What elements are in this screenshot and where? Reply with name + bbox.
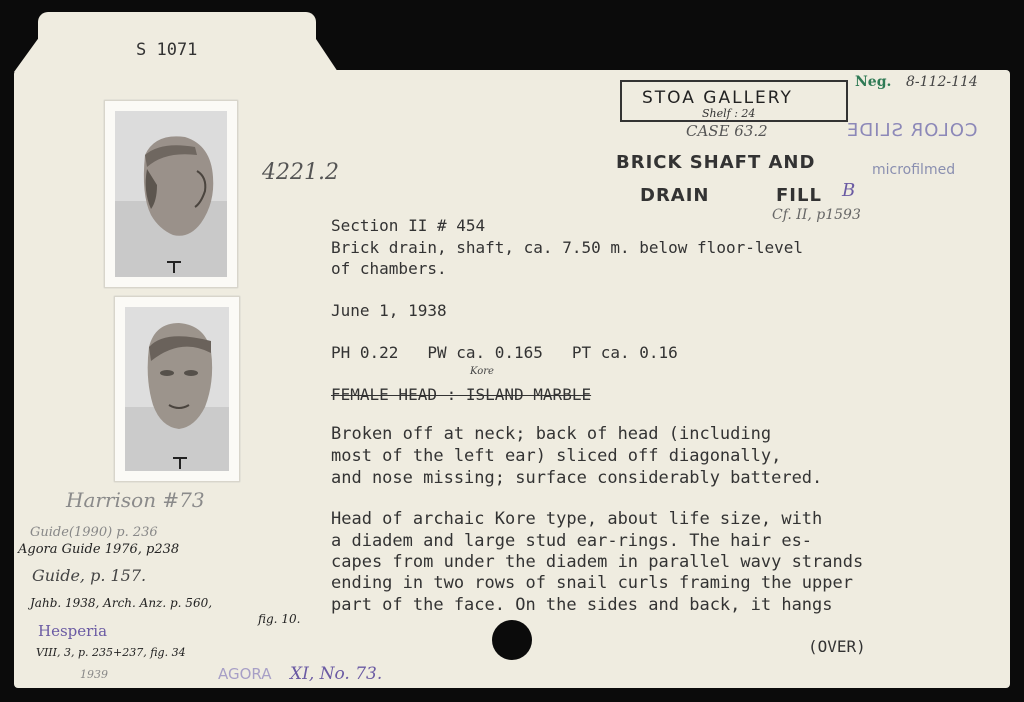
findspot-line-2: of chambers. (331, 259, 447, 278)
bib-guide-1990: Guide(1990) p. 236 (30, 525, 158, 540)
inventory-note: 4221.2 (262, 160, 339, 185)
catalog-number: S 1071 (136, 40, 198, 60)
find-date: June 1, 1938 (331, 301, 447, 320)
photo-frontal (114, 296, 240, 482)
frontal-head-image (125, 307, 229, 471)
bib-agora-stamp: AGORA (218, 665, 272, 683)
findspot-line-1: Brick drain, shaft, ca. 7.50 m. below floor-level (331, 238, 804, 257)
description-line: Head of archaic Kore type, about life size, with (331, 509, 823, 529)
color-slide-stamp: COLOR SLIDE (846, 120, 978, 141)
punch-hole (492, 620, 532, 660)
deposit-line-2: DRAIN (640, 185, 710, 206)
bib-jahrbuch: Jahb. 1938, Arch. Anz. p. 560, (30, 596, 213, 610)
bib-guide-1976: Agora Guide 1976, p238 (18, 542, 180, 557)
bib-harrison: Harrison #73 (66, 488, 205, 512)
profile-head-illustration (115, 111, 227, 277)
deposit-line-1: BRICK SHAFT AND (616, 152, 816, 173)
card-tab-edge (314, 36, 338, 72)
card-tab-edge (14, 36, 40, 72)
dimensions: PH 0.22 PW ca. 0.165 PT ca. 0.16 (331, 343, 678, 362)
negative-numbers: 8-112-114 (906, 74, 978, 90)
condition-line: and nose missing; surface considerably battered. (331, 468, 823, 488)
object-title: FEMALE HEAD : ISLAND MARBLE (331, 385, 592, 404)
description-line: part of the face. On the sides and back, it hangs (331, 595, 833, 615)
photo-profile (104, 100, 238, 288)
description-line: a diadem and large stud ear-rings. The hair es- (331, 531, 813, 551)
condition-line: Broken off at neck; back of head (including (331, 424, 772, 444)
shelf-note: Shelf : 24 (702, 107, 756, 120)
bib-guide: Guide, p. 157. (32, 566, 147, 585)
deposit-letter: B (842, 180, 856, 201)
description-line: capes from under the diadem in parallel wavy strands (331, 552, 864, 572)
frontal-head-illustration (125, 307, 229, 471)
negative-label: Neg. (855, 74, 892, 90)
microfilmed-stamp: microfilmed (872, 162, 956, 178)
kore-note: Kore (470, 366, 494, 377)
bib-hesperia-ref: VIII, 3, p. 235+237, fig. 34 (36, 646, 186, 659)
deposit-reference: Cf. II, p1593 (772, 207, 861, 223)
deposit-line-2b: FILL (776, 185, 822, 206)
over-label: (OVER) (808, 637, 866, 656)
case-note: CASE 63.2 (686, 122, 768, 140)
profile-head-image (115, 111, 227, 277)
bib-hesperia-year: 1939 (80, 668, 108, 681)
description-line: ending in two rows of snail curls framing the upper (331, 573, 853, 593)
bib-jahrbuch-fig: fig. 10. (258, 612, 301, 626)
bib-hesperia: Hesperia (38, 622, 108, 640)
location-stamp: STOA GALLERY (642, 88, 793, 108)
section-number: Section II # 454 (331, 216, 486, 235)
condition-line: most of the left ear) sliced off diagonally, (331, 446, 782, 466)
bib-agora-ref: XI, No. 73. (290, 664, 383, 684)
